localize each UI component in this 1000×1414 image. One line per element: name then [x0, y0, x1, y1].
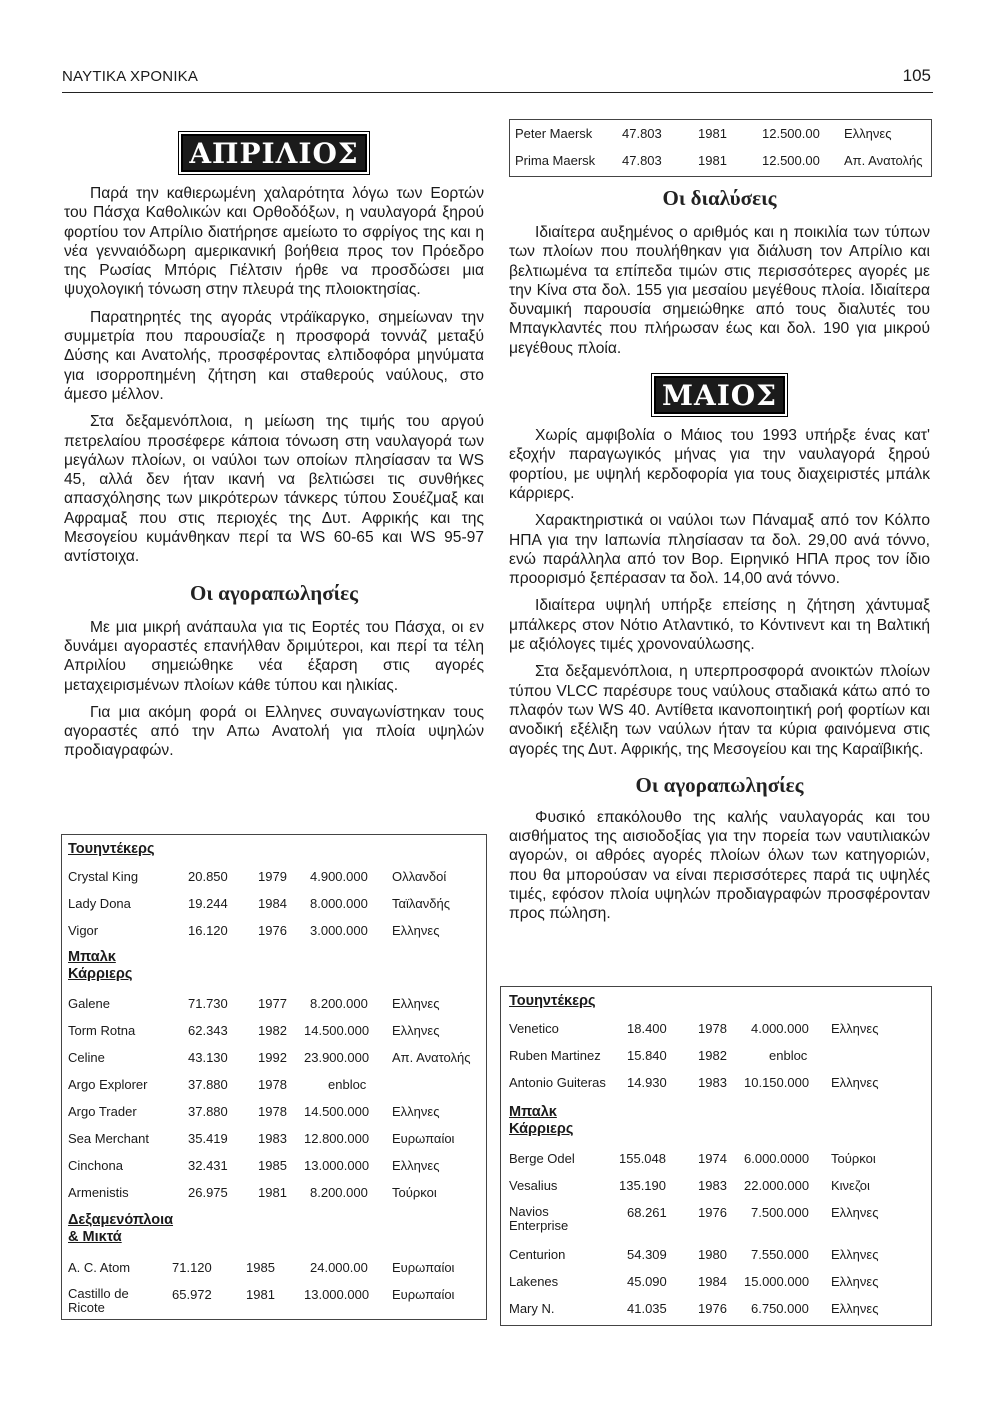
top-sales-table: Peter Maersk 47.803 1981 12.500.00 Ελληνες Prima Maersk 47.803 1981 12.500.00 Απ. Ανατολής: [509, 119, 932, 177]
may-paragraph: Ιδιαίτερα υψηλή υπήρξε επείσης η ζήτηση χάντυμαξ μπάλκερς στον Νότιο Ατλαντικό, το Κόντινεντ και τη Βαλτική με αξιόλογες τιμές χρονοναύλωσης.: [509, 597, 930, 654]
april-sales-paragraph: Με μια μικρή ανάπαυλα για τις Εορτές του Πάσχα, οι εν δυνάμει αγοραστές επανήλθαν δριμύτεροι, και περί τα τέλη Απριλίου σημειώθηκε νέα έξαρση στις αγορές μεταχειρισμένων πλοίων κάθε τύπου και ηλικίας.: [64, 618, 484, 694]
may-title: ΜΑΙΟΣ: [654, 376, 785, 414]
april-sales-paragraph: Για μια ακόμη φορά οι Ελληνες συναγωνίστηκαν τους αγοραστές από την Απω Ανατολή για πλοία υψηλών προδιαγραφών.: [64, 703, 484, 760]
category-bulk-2: Κάρριερς: [509, 1121, 574, 1137]
category-tankers-mixed-1: Δεξαμενόπλοια: [68, 1212, 174, 1228]
page-number: 105: [902, 66, 931, 85]
may-paragraph: Χαρακτηριστικά οι ναύλοι των Πάναμαξ από τον Κόλπο ΗΠΑ για την Ιαπωνία πλησίασαν τα δολ. 29,00 ανά τόννο, ενώ παράλληλα από τον Βορ. Ειρηνικό ΗΠΑ προς τον ίδιο προορισμό ξεπέρασαν τα δολ. 14,00 ανά τόννο.: [509, 512, 930, 588]
may-paragraph: Χωρίς αμφιβολία ο Μάιος του 1993 υπήρξε ένας κατ' εξοχήν παραγωγικός μήνας για την ναυλαγορά ξηρού φορτίου, με υψηλή κερδοφορία για τους διαχειριστές μπάλκ κάρριερς.: [509, 427, 930, 502]
may-sales-heading: Οι αγοραπωλησίες: [635, 772, 804, 797]
may-sales-paragraph: Φυσικό επακόλουθο της καλής ναυλαγοράς και του αισθήματος της αισιοδοξίας για την πορεία των ναυτιλιακών αγορών, οι αθρόες αγορές πλοίων όλων των κατηγοριών, που θα μπορούσαν να είναι περισσότερες παρά τις υψηλές τιμές, εφόσον πλοία υψηλών προδιαγραφών προσφέρονταν προς πώληση.: [509, 808, 930, 923]
category-tankers-mixed-2: & Μικτά: [68, 1229, 122, 1245]
may-paragraph: Στα δεξαμενόπλοια, η υπερπροσφορά ανοικτών πλοίων τύπου VLCC παρέσυρε τους ναύλους σταδιακά κάτω από το πλαφόν των WS 40. Αντίθετα ικανοποιητική ροή φορτίων και ανοδική εξέλιξη των ναύλων ήταν τα κύρια φαινόμενα στις αγορές της Δυτ. Αφρικής, της Μεσογείου και της Καραϊβικής.: [509, 663, 930, 758]
right-column: [509, 186, 930, 932]
category-bulk-2: Κάρριερς: [68, 966, 133, 982]
page-header: [62, 66, 933, 93]
category-bulk-1: Μπαλκ: [509, 1104, 557, 1120]
scrap-heading: Οι διαλύσεις: [662, 186, 777, 210]
april-column: [64, 134, 484, 769]
scrap-paragraph: Ιδιαίτερα αυξημένος ο αριθμός και η ποικιλία των τύπων των πλοίων που πουλήθηκαν για διάλυση τον Απρίλιο και βελτιωμένα τα επίπεδα τιμών στις περισσότερες αγορές με την Κίνα στα δολ. 155 για μεσαίου μεγέθους πλοία. Ιδιαίτερα δυναμική παρουσία σημειώθηκε από τους διαλυτές του Μπαγκλαντές που πλήρωσαν έως και δολ. 190 για μικρού μεγέθους πλοία.: [509, 224, 930, 357]
may-sales-table: Τουηντέκερς Venetico 18.400 1978 4.000.000 Ελληνες Ruben Martinez 15.840 1982 enbloc Antonio Guiteras 14.930 1983 10.150.000 Ελληνες Μπαλκ Κάρριερς Berge Odel 155.048 1974 6.000.0000 Τούρκοι Vesalius 135.190 1983 22.000.000 Κινεζοι Navios Enterprise 68.261 1976 7.500.000 Ελληνες Centurion 54.309 1980 7.550.000 Ελληνες Lakenes 45.090 1984 15.000.000 Ελληνες Mary N. 41.035 1976 6.750.000 Ελληνες: [500, 986, 932, 1326]
april-paragraph: Παρατηρητές της αγοράς ντράϊκαργκο, σημείωναν την συμμετρία που παρουσίαζε η προσφορά τοννάζ μεταξύ Δύσης και Ανατολής, προσφέροντας ελπιδοφόρα μηνύματα για ισορροπημένη ζήτηση και σταθερούς ναύλους, στο άμεσο μέλλον.: [64, 308, 484, 403]
april-title: ΑΠΡΙΛΙΟΣ: [181, 134, 366, 172]
category-tankers: Τουηντέκερς: [509, 993, 596, 1009]
april-sales-table: Τουηντέκερς Crystal King 20.850 1979 4.900.000 Ολλανδοί Lady Dona 19.244 1984 8.000.000 Ταϊλανδής Vigor 16.120 1976 3.000.000 Ελληνες Μπαλκ Κάρριερς Galene 71.730 1977 8.200.000 Ελληνες Torm Rotna 62.343 1982 14.500.000 Ελληνες Celine 43.130 1992 23.900.000 Απ. Ανατολής Argo Explorer 37.880 1978 enbloc Argo Trader 37.880 1978 14.500.000 Ελληνες Sea Merchant 35.419 1983 12.800.000 Ευρωπαίοι Cinchona 32.431 1985 13.000.000 Ελληνες Armenistis 26.975 1981 8.200.000 Τούρκοι Δεξαμενόπλοια & Μικτά A. C. Atom 71.120 1985 24.000.00 Ευρωπαίοι Castillo de Ricote 65.972 1981 13.000.000 Ευρωπαίοι: [61, 834, 487, 1320]
april-paragraph: Παρά την καθιερωμένη χαλαρότητα λόγω των Εορτών του Πάσχα Καθολικών και Ορθοδόξων, η ναυλαγορά ξηρού φορτίου τον Απρίλιο διατήρησε αμείωτο το σφρίγος της και η νέα γενναιόδωρη αμερικανική βοήθεια προς τον Πρόεδρο της Ρωσίας Μπόρις Γιέλτσιν ήρθε να προσδώσει μια ψυχολογική τόνωση στην πλευρά της πλοιοκτησίας.: [64, 185, 484, 299]
category-bulk-1: Μπαλκ: [68, 949, 116, 965]
april-sales-heading: Οι αγοραπωλησίες: [190, 580, 358, 605]
category-tankers: Τουηντέκερς: [68, 841, 155, 857]
publication-title: ΝΑΥΤΙΚΑ ΧΡΟΝΙΚΑ: [62, 68, 199, 85]
april-paragraph: Στα δεξαμενόπλοια, η μείωση της τιμής του αργού πετρελαίου προσέφερε κάποια τόνωση στη ναυλαγορά των μεγάλων πλοίων, οι ναύλοι των οποίων πλησίασαν τα WS 45, αλλά δεν ήταν ικανή να βελτιώσει τις συνθήκες απασχόλησης των μικρότερων τάνκερς τύπου Σουέζμαξ και Αφραμαξ που στις περιοχές της Δυτ. Αφρικής και της Μεσογείου κυμάνθηκαν περί τα WS 60-65 και WS 95-97 αντίστοιχα.: [64, 413, 484, 566]
